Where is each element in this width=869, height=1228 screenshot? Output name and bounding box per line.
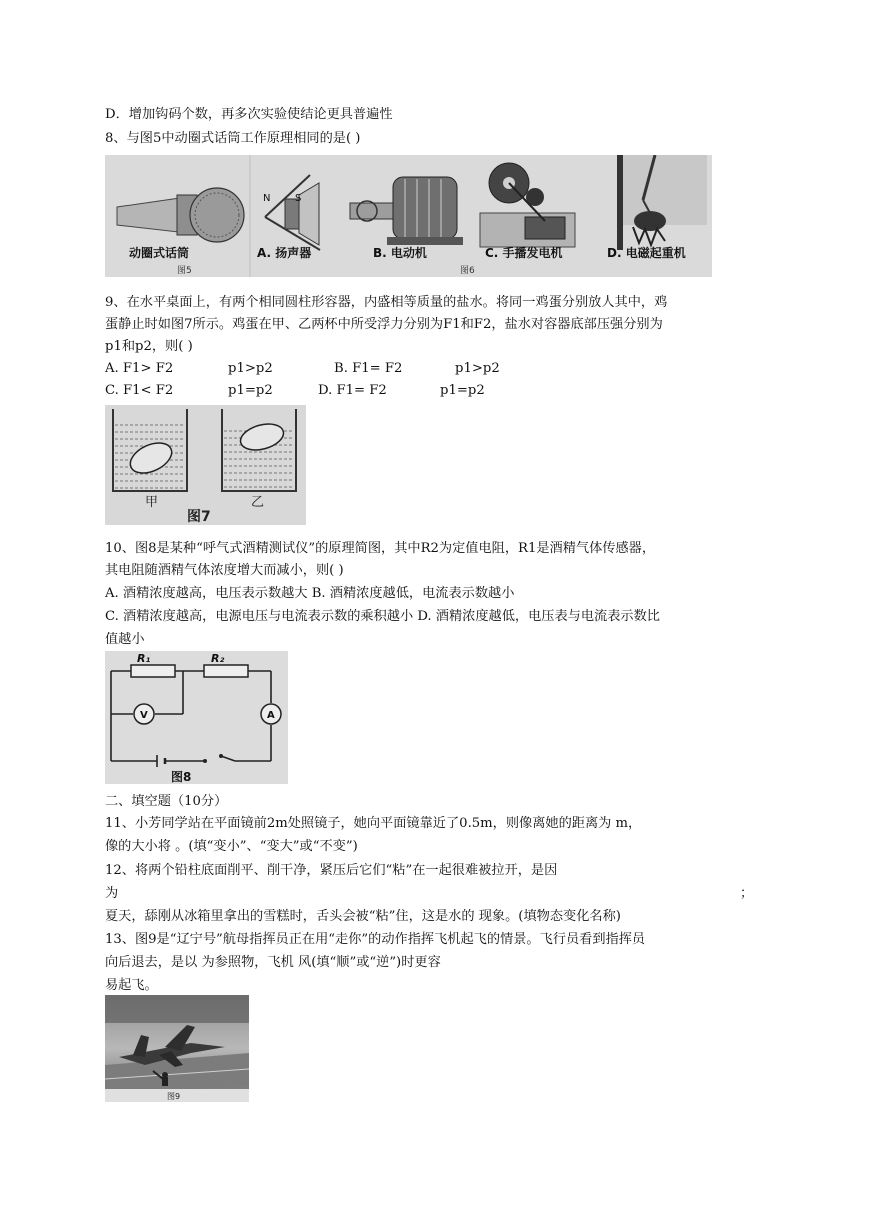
figure-8-circuit — [105, 651, 288, 784]
q10-options-line3: 值越小 — [105, 632, 145, 647]
option-d-label: D. 电磁起重机 — [607, 246, 686, 260]
q12-line2-end: ； — [740, 886, 754, 901]
option-c-label: C. 手播发电机 — [485, 246, 563, 260]
figure-8-caption: 图8 — [171, 770, 192, 784]
q11-line2: 像的大小将 。(填“变小”、“变大”或“不变”) — [105, 839, 358, 854]
figure-5-6 — [105, 155, 712, 277]
q13-line2: 向后退去，是以 为参照物，飞机 风(填“顺”或“逆”)时更容 — [105, 955, 441, 970]
q9-option-a: A. F1> F2 — [105, 361, 174, 376]
option-b-label: B. 电动机 — [373, 246, 427, 260]
ammeter-label: A — [267, 710, 275, 721]
q9-stem-line1: 9、在水平桌面上，有两个相同圆柱形容器，内盛相等质量的盐水。将同一鸡蛋分别放人其中，鸡 — [105, 295, 668, 310]
microphone-label: 动圈式话筒 — [129, 246, 190, 260]
q11-line1: 11、小芳同学站在平面镜前2m处照镜子，她向平面镜靠近了0.5m，则像离她的距离为 m， — [105, 816, 642, 831]
option-a-label: A. 扬声器 — [257, 246, 312, 260]
q10-stem-line1: 10、图8是某种“呼气式酒精测试仪”的原理简图，其中R2为定值电阻，R1是酒精气体传感器， — [105, 541, 656, 556]
section-2-heading: 二、填空题（10分） — [105, 794, 228, 809]
q10-options-line2: C. 酒精浓度越高，电源电压与电流表示数的乘积越小 D. 酒精浓度越低，电压表与电流表示数比 — [105, 609, 660, 624]
label-yi: 乙 — [251, 495, 265, 510]
label-jia: 甲 — [145, 495, 159, 510]
q8-stem: 8、与图5中动圈式话筒工作原理相同的是( ) — [105, 131, 361, 146]
q9-option-d: D. F1= F2 — [318, 383, 387, 398]
q12-line2-start: 为 — [105, 886, 119, 901]
figure-8 — [105, 651, 288, 784]
resistor-r1-icon — [131, 665, 175, 677]
q9-stem-line3: p1和p2，则( ) — [105, 339, 193, 354]
figure-5-caption: 图5 — [177, 266, 192, 276]
q10-stem-line2: 其电阻随酒精气体浓度增大而减小，则( ) — [105, 563, 344, 578]
q9-option-a-pressure: p1>p2 — [228, 361, 273, 376]
figure-9 — [105, 995, 249, 1102]
figure-7-drawing — [105, 405, 306, 525]
voltmeter-label: V — [140, 710, 148, 721]
pole-n-label: N — [263, 193, 271, 204]
figure-9-caption: 图9 — [167, 1092, 181, 1101]
q9-option-b-pressure: p1>p2 — [455, 361, 500, 376]
q13-line1: 13、图9是“辽宁号”航母指挥员正在用“走你”的动作指挥飞机起飞的情景。飞行员看到指挥员 — [105, 932, 646, 947]
q9-option-d-pressure: p1=p2 — [440, 383, 485, 398]
pole-s-label: S — [295, 193, 302, 204]
switch-icon — [203, 759, 207, 763]
q9-option-b: B. F1= F2 — [334, 361, 403, 376]
q7-option-d: D．增加钩码个数，再多次实验使结论更具普遍性 — [105, 107, 393, 122]
resistor-r2-icon — [204, 665, 248, 677]
r1-label: R₁ — [137, 652, 151, 665]
q13-line3: 易起飞。 — [105, 978, 158, 993]
figure-5-6-drawing — [105, 155, 712, 277]
q10-options-line1: A. 酒精浓度越高，电压表示数越大 B. 酒精浓度越低，电流表示数越小 — [105, 586, 515, 601]
q9-option-c-pressure: p1=p2 — [228, 383, 273, 398]
q9-option-c: C. F1< F2 — [105, 383, 174, 398]
figure-6-caption: 图6 — [460, 266, 475, 276]
q12-line1: 12、将两个铅柱底面削平、削干净，紧压后它们“粘”在一起很难被拉开，是因 — [105, 863, 558, 878]
q12-line3: 夏天，舔刚从冰箱里拿出的雪糕时，舌头会被“粘”住，这是水的 现象。(填物态变化名称) — [105, 909, 621, 924]
q9-stem-line2: 蛋静止时如图7所示。鸡蛋在甲、乙两杯中所受浮力分别为F1和F2，盐水对容器底部压强分别为 — [105, 317, 663, 332]
r2-label: R₂ — [211, 652, 225, 665]
figure-7 — [105, 405, 306, 525]
figure-9-photo — [105, 995, 249, 1102]
figure-7-caption: 图7 — [187, 509, 211, 525]
